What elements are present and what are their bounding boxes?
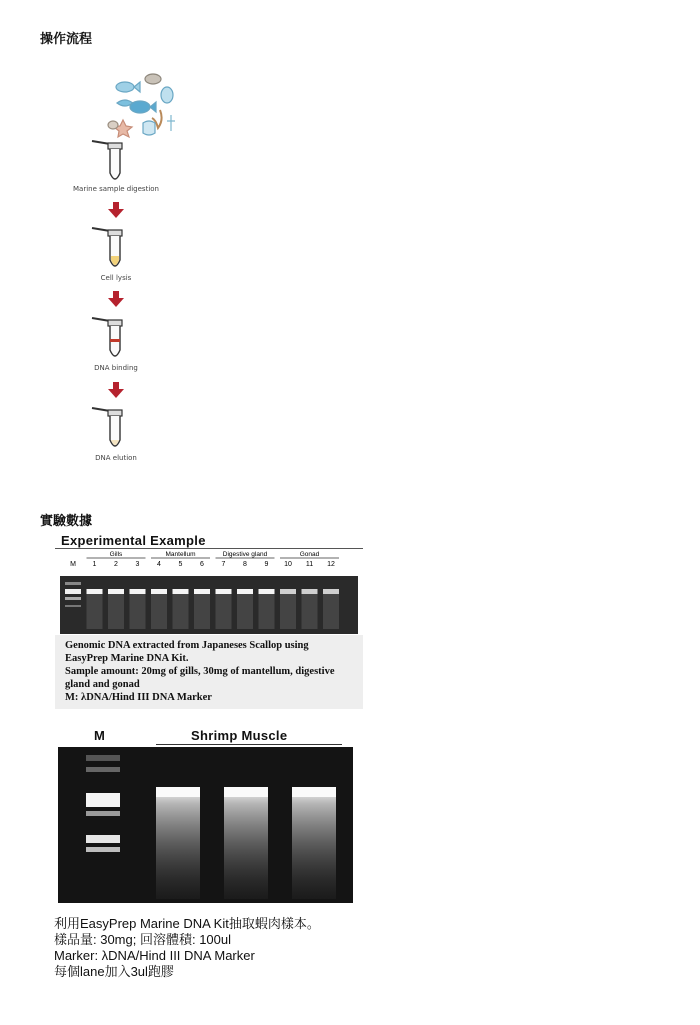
group-label: Digestive gland (222, 551, 268, 558)
gel-image-1 (55, 549, 363, 635)
group-label: Gonad (299, 551, 320, 558)
sample-band (108, 589, 124, 594)
shrimp-muscle-label: Shrimp Muscle (191, 728, 288, 743)
experiment-1-caption-line-5: M: λDNA/Hind III DNA Marker (65, 692, 212, 703)
sample-group-line (156, 744, 342, 745)
experiment-2-caption-line-2: 樣品量: 30mg; 回溶體積: 100ul (54, 932, 231, 947)
lane-label: 8 (243, 561, 247, 568)
sample-band (173, 589, 189, 594)
lane-label: 5 (178, 561, 183, 568)
experiment-1-caption-line-1: Genomic DNA extracted from Japaneses Scallop using (65, 640, 309, 651)
sample-band (130, 589, 146, 594)
sample-band (216, 589, 232, 594)
experiment-2-caption-line-1: 利用EasyPrep Marine DNA Kit抽取蝦肉樣本。 (54, 916, 320, 931)
step-label-digestion: Marine sample digestion (73, 185, 159, 193)
experiment-2-caption (54, 916, 384, 980)
step-label-dna-binding: DNA binding (94, 364, 138, 372)
experiment-1-figure (55, 533, 363, 709)
sample-smear (280, 591, 296, 629)
lane-label: 11 (305, 561, 314, 568)
experiment-1-title: Experimental Example (61, 533, 206, 548)
experiment-2-caption-line-4: 每個lane加入3ul跑膠 (54, 964, 174, 979)
sample-smear (259, 591, 275, 629)
marker-band (65, 582, 81, 585)
sample-tube-4 (90, 402, 130, 454)
marker-band (65, 597, 81, 600)
sample-smear (302, 591, 318, 629)
lane-label: 4 (157, 561, 161, 568)
sample-smear (173, 591, 189, 629)
sample-band (259, 589, 275, 594)
procedure-heading: 操作流程 (40, 32, 93, 47)
marker-band (65, 605, 81, 607)
sample-smear (87, 591, 103, 629)
lane-label: 10 (284, 561, 292, 568)
sample-band (302, 589, 318, 594)
sample-tube-1 (90, 135, 130, 187)
arrow-down-icon (108, 382, 124, 398)
sample-lane-2 (224, 787, 268, 899)
marine-life-illustration (105, 65, 180, 140)
sample-smear (130, 591, 146, 629)
data-heading: 實驗數據 (40, 514, 93, 529)
sample-band (280, 589, 296, 594)
sample-smear (323, 591, 339, 629)
lane-label: 3 (135, 561, 140, 568)
sample-band (194, 589, 210, 594)
sample-smear (151, 591, 167, 629)
sample-band (87, 589, 103, 594)
lane-label: 1 (92, 561, 97, 568)
lane-label: M (70, 561, 76, 568)
sample-smear (216, 591, 232, 629)
experiment-1-caption-line-2: EasyPrep Marine DNA Kit. (65, 653, 189, 664)
sample-lane-3 (292, 787, 336, 899)
sample-lane-1 (156, 787, 200, 899)
arrow-down-icon (108, 202, 124, 218)
step-label-cell-lysis: Cell lysis (100, 274, 132, 282)
sample-smear (237, 591, 253, 629)
sample-smear (108, 591, 124, 629)
arrow-down-icon (108, 291, 124, 307)
experiment-2-caption-line-3: Marker: λDNA/Hind III DNA Marker (54, 948, 255, 963)
sample-smear (194, 591, 210, 629)
marker-lane (86, 755, 120, 852)
sample-band (237, 589, 253, 594)
step-label-dna-elution: DNA elution (95, 454, 137, 462)
lane-label: 12 (327, 561, 335, 568)
experiment-1-caption-line-4: gland and gonad (65, 679, 140, 690)
gel-image-2 (58, 747, 353, 903)
group-label: Gills (109, 551, 123, 558)
lane-label: 7 (221, 561, 226, 568)
sample-band (151, 589, 167, 594)
experiment-1-caption-panel (55, 635, 363, 709)
group-label: Mantellum (165, 551, 196, 558)
sample-tube-3 (90, 312, 130, 364)
sample-band (323, 589, 339, 594)
lane-label: 2 (114, 561, 118, 568)
marker-band (65, 589, 81, 594)
lane-label: 6 (200, 561, 204, 568)
experiment-2-figure (58, 728, 353, 903)
lane-label: 9 (264, 561, 269, 568)
experiment-1-caption-line-3: Sample amount: 20mg of gills, 30mg of mantellum, digestive (65, 666, 335, 677)
sample-tube-2 (90, 222, 130, 274)
marker-lane-label: M (94, 728, 106, 743)
